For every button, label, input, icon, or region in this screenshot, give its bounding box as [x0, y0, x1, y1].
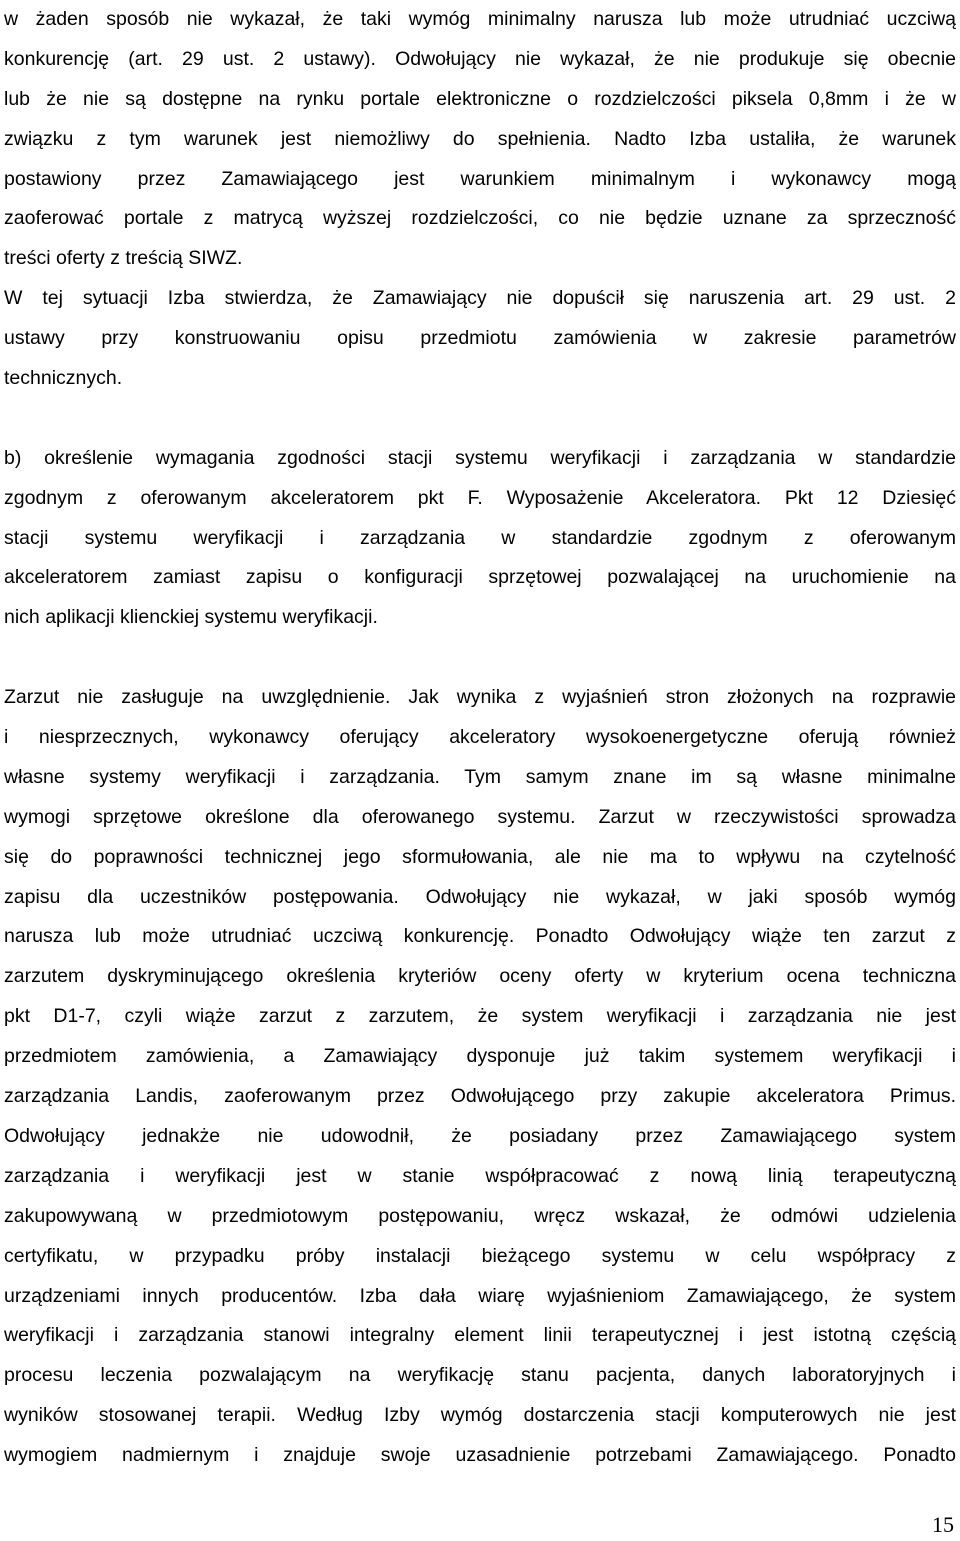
paragraph-spacer	[4, 399, 956, 439]
text-line: w żaden sposób nie wykazał, że taki wymóg minimalny narusza lub może utrudniać uczciwą	[4, 8, 956, 30]
paragraph-4	[4, 678, 956, 1476]
text-line: ustawy przy konstruowaniu opisu przedmiotu zamówienia w zakresie parametrów	[4, 327, 956, 350]
text-line: treści oferty z treścią SIWZ.	[4, 247, 243, 270]
text-line: własne systemy weryfikacji i zarządzania. Tym samym znane im są własne minimalne	[4, 765, 956, 788]
text-line: wyników stosowanej terapii. Według Izby wymóg dostarczenia stacji komputerowych nie jest	[4, 1404, 956, 1427]
text-line: zarzutem dyskryminującego określenia kryteriów oceny oferty w kryterium ocena techniczna	[4, 965, 956, 988]
text-line: zgodnym z oferowanym akceleratorem pkt F. Wyposażenie Akceleratora. Pkt 12 Dziesięć	[4, 486, 956, 509]
text-line: urządzeniami innych producentów. Izba dała wiarę wyjaśnieniom Zamawiającego, że system	[4, 1284, 956, 1307]
text-line: związku z tym warunek jest niemożliwy do spełnienia. Nadto Izba ustaliła, że warunek	[4, 127, 956, 150]
text-line: Odwołujący jednakże nie udowodnił, że posiadany przez Zamawiającego system	[4, 1124, 956, 1147]
text-line: procesu leczenia pozwalającym na weryfikację stanu pacjenta, danych laboratoryjnych i	[4, 1364, 956, 1387]
text-line: nich aplikacji klienckiej systemu weryfikacji.	[4, 606, 378, 629]
text-line: się do poprawności technicznej jego sformułowania, ale nie ma to wpływu na czytelność	[4, 845, 956, 868]
text-line: akceleratorem zamiast zapisu o konfiguracji sprzętowej pozwalającej na uruchomienie na	[4, 566, 956, 589]
paragraph-2	[4, 279, 956, 399]
text-line: technicznych.	[4, 367, 123, 390]
text-line: b) określenie wymagania zgodności stacji systemu weryfikacji i zarządzania w standardzie	[4, 446, 956, 469]
text-line: W tej sytuacji Izba stwierdza, że Zamawiający nie dopuścił się naruszenia art. 29 ust. 2	[4, 287, 956, 310]
text-line: lub że nie są dostępne na rynku portale elektroniczne o rozdzielczości piksela 0,8mm i że w	[4, 87, 956, 110]
page-number: 15	[932, 1512, 954, 1537]
text-line: zaoferować portale z matrycą wyższej rozdzielczości, co nie będzie uznane za sprzeczność	[4, 207, 956, 230]
paragraph-spacer	[4, 638, 956, 678]
paragraph-1	[4, 0, 956, 279]
text-line: konkurencję (art. 29 ust. 2 ustawy). Odwołujący nie wykazał, że nie produkuje się obecnie	[4, 47, 956, 70]
text-line: wymogi sprzętowe określone dla oferowanego systemu. Zarzut w rzeczywistości sprowadza	[4, 805, 956, 828]
text-line: zarządzania i weryfikacji jest w stanie współpracować z nową linią terapeutyczną	[4, 1164, 956, 1187]
text-line: narusza lub może utrudniać uczciwą konkurencję. Ponadto Odwołujący wiąże ten zarzut z	[4, 925, 956, 948]
text-line: stacji systemu weryfikacji i zarządzania w standardzie zgodnym z oferowanym	[4, 526, 956, 549]
document-page	[4, 0, 956, 1476]
text-line: pkt D1-7, czyli wiąże zarzut z zarzutem, że system weryfikacji i zarządzania nie jest	[4, 1005, 956, 1028]
text-line: zapisu dla uczestników postępowania. Odwołujący nie wykazał, w jaki sposób wymóg	[4, 885, 956, 908]
text-line: postawiony przez Zamawiającego jest warunkiem minimalnym i wykonawcy mogą	[4, 167, 956, 190]
text-line: certyfikatu, w przypadku próby instalacji bieżącego systemu w celu współpracy z	[4, 1244, 956, 1267]
text-line: zakupowywaną w przedmiotowym postępowaniu, wręcz wskazał, że odmówi udzielenia	[4, 1204, 956, 1227]
text-line: zarządzania Landis, zaoferowanym przez Odwołującego przy zakupie akceleratora Primus.	[4, 1085, 956, 1108]
text-line: i niesprzecznych, wykonawcy oferujący akceleratory wysokoenergetyczne oferują również	[4, 726, 956, 749]
text-line: przedmiotem zamówienia, a Zamawiający dysponuje już takim systemem weryfikacji i	[4, 1045, 956, 1068]
text-line: wymogiem nadmiernym i znajduje swoje uzasadnienie potrzebami Zamawiającego. Ponadto	[4, 1444, 956, 1467]
paragraph-3	[4, 439, 956, 638]
text-line: weryfikacji i zarządzania stanowi integralny element linii terapeutycznej i jest istotną częścią	[4, 1324, 956, 1347]
text-line: Zarzut nie zasługuje na uwzględnienie. Jak wynika z wyjaśnień stron złożonych na rozprawie	[4, 686, 956, 709]
